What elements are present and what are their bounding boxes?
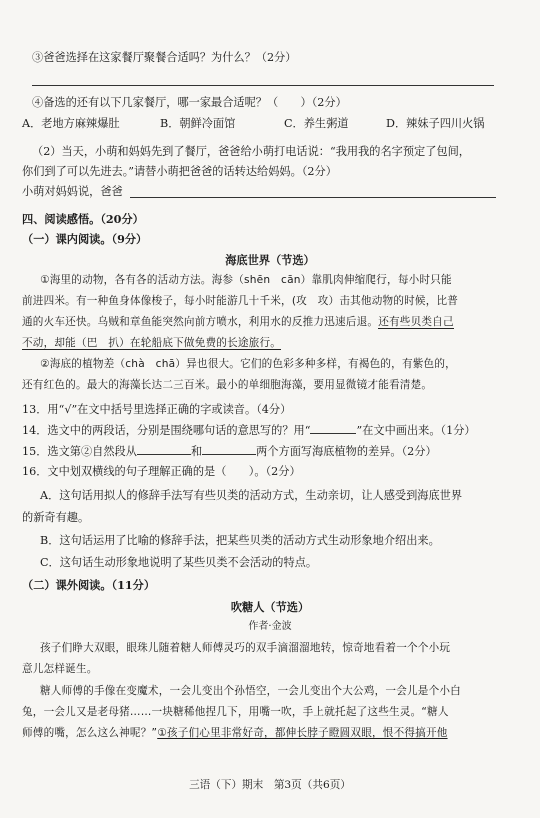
option-c: C．养生粥道 <box>284 117 349 130</box>
question-4: ④备选的还有以下几家餐厅，哪一家最合适呢？（ ）（2分） <box>32 96 347 109</box>
passage1-p1-line4 <box>22 336 281 351</box>
part2-line2: 你们到了可以先进去。”请替小萌把爸爸的话转达给妈妈。（2分） <box>22 165 337 178</box>
question-16: 16．文中划双横线的句子理解正确的是（ ）。（2分） <box>22 465 301 478</box>
q16-option-a-line1: A．这句话用拟人的修辞手法写有些贝类的活动方式，生动亲切，让人感受到海底世界 <box>40 489 463 502</box>
passage2-title: 吹糖人（节选） <box>230 600 310 614</box>
passage2-author: 作者·金波 <box>248 621 292 632</box>
blank-15a <box>137 443 191 455</box>
part2-line3: 小萌对妈妈说，爸爸 <box>22 185 123 198</box>
passage2-p1-line2: 意儿怎样诞生。 <box>22 663 98 675</box>
page-footer: 三语（下）期末 第3页（共6页） <box>189 779 351 791</box>
blank-15b <box>202 443 256 455</box>
underlined-sentence-part1: 还有些贝类自己 <box>378 316 454 328</box>
part2-line1: （2）当天，小萌和妈妈先到了餐厅，爸爸给小萌打电话说：“我用我的名字预定了包间， <box>32 145 470 158</box>
passage2-p2-line1: 糖人师傅的手像在变魔术，一会儿变出个孙悟空，一会儿变出个大公鸡，一会儿是个小白 <box>40 685 461 697</box>
answer-line-q3 <box>32 85 494 86</box>
question-13: 13．用“√”在文中括号里选择正确的字或读音。（4分） <box>22 403 292 416</box>
passage1-p2-line1: ②海底的植物差（chà chā）异也很大。它们的色彩多种多样，有褐色的，有紫色的， <box>40 358 456 370</box>
option-b: B．朝鲜冷面馆 <box>160 117 236 130</box>
answer-line-part2 <box>130 197 496 198</box>
question-3: ③爸爸选择在这家餐厅聚餐合适吗？为什么？（2分） <box>32 51 297 64</box>
passage1-p1-line1: ①海里的动物，各有各的活动方法。海参（shēn cān）靠肌肉伸缩爬行，每小时只能 <box>40 274 452 286</box>
question-4-options <box>22 116 522 131</box>
q16-option-b: B．这句话运用了比喻的修辞手法，把某些贝类的活动方式生动形象地介绍出来。 <box>40 534 440 547</box>
option-a: A．老地方麻辣爆肚 <box>22 117 120 130</box>
section-4-sub2: （二）课外阅读。（11分） <box>22 578 156 592</box>
underlined-sentence-part2: 不动，却能（巴 扒）在轮船底下做免费的长途旅行。 <box>22 337 282 349</box>
passage1-p2-line2: 还有红色的。最大的海藻长达二三百米。最小的单细胞海藻，要用显微镜才能看清楚。 <box>22 379 433 391</box>
passage1-title: 海底世界（节选） <box>225 253 315 267</box>
section-4-title: 四、阅读感悟。（20分） <box>22 212 144 226</box>
passage2-p1-line1: 孩子们睁大双眼，眼珠儿随着糖人师傅灵巧的双手滴溜溜地转，惊奇地看着一个个小玩 <box>40 642 451 654</box>
option-d: D．辣妹子四川火锅 <box>386 117 485 130</box>
passage1-p1-line3: 通的火车还快。乌贼和章鱼能突然向前方喷水，利用水的反推力迅速后退。还有些贝类自己 <box>22 316 454 328</box>
underlined-sentence-1: ①孩子们心里非常好奇，都伸长脖子瞪圆双眼，恨不得搞开他 <box>157 727 448 739</box>
q16-option-a-line2: 的新奇有趣。 <box>22 511 90 524</box>
passage2-p2-line3: 师傅的嘴，怎么这么神呢？”①孩子们心里非常好奇，都伸长脖子瞪圆双眼，恨不得搞开他 <box>22 727 448 739</box>
section-4-sub1: （一）课内阅读。（9分） <box>22 232 148 246</box>
question-15: 15．选文第②自然段从 和 两个方面写海底植物的差异。（2分） <box>22 445 437 458</box>
blank-14 <box>310 422 356 434</box>
passage1-p1-line2: 前进四米。有一种鱼身体像梭子，每小时能游几十千米，(攻 攻）击其他动物的时候，比普 <box>22 295 459 307</box>
q16-option-c: C．这句话生动形象地说明了某些贝类不会活动的特点。 <box>40 556 318 569</box>
question-14: 14．选文中的两段话，分别是围绕哪句话的意思写的？用“ ”在文中画出来。（1分） <box>22 424 476 437</box>
passage2-p2-line2: 兔，一会儿又是老母猪……一块糖稀他捏几下，用嘴一吹，手上就托起了这些生灵。“糖人 <box>22 706 449 718</box>
